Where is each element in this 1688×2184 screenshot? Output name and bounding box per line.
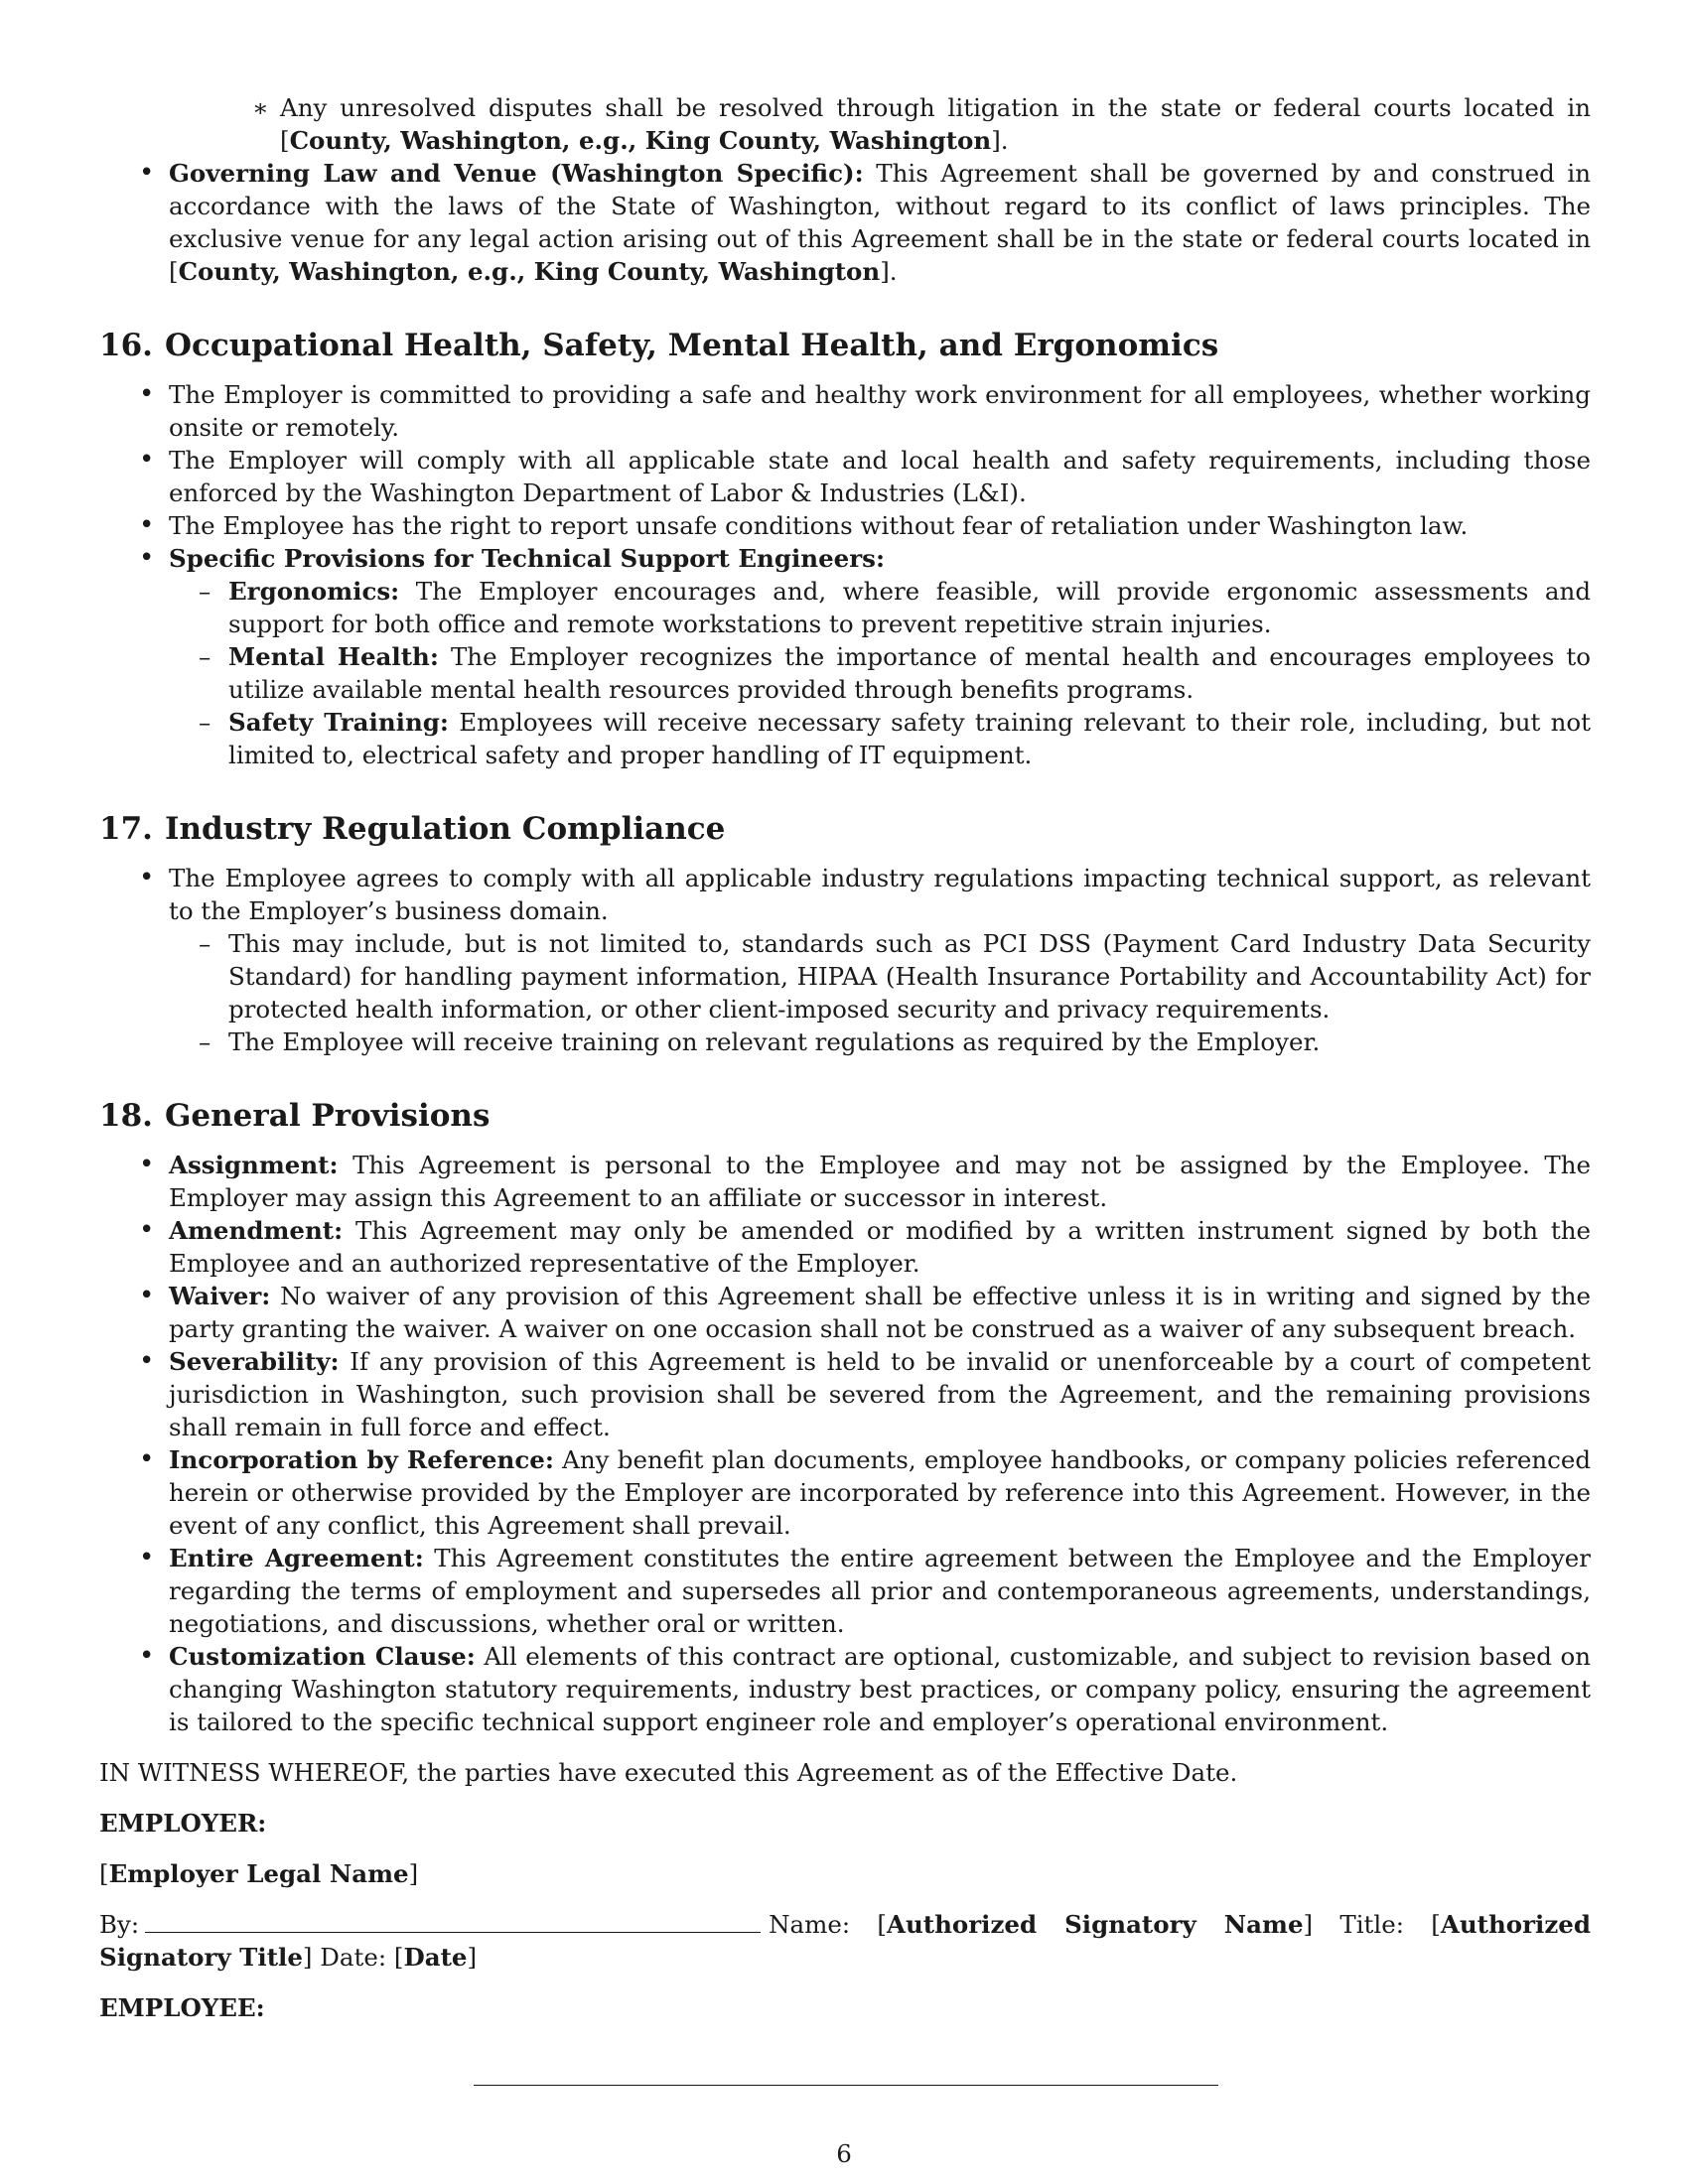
item-label: Customization Clause:	[169, 1642, 476, 1671]
item-text: All elements of this contract are optional, customizable, and subject to revision based on changing Washington statutory requirements, industry best practices, or company policy, ensuring the agreement is tailored to the specific technical support engineer role and employer’s operational environment.	[169, 1642, 1591, 1736]
section-title: Occupational Health, Safety, Mental Health, and Ergonomics	[164, 328, 1219, 363]
section-18-list	[99, 1149, 1591, 1738]
employer-name-line: [Employer Legal Name]	[99, 1859, 419, 1888]
item-label: Assignment:	[169, 1151, 339, 1179]
page-number: 6	[836, 2139, 852, 2168]
list-item	[169, 862, 1591, 1058]
item-label: Entire Agreement:	[169, 1544, 424, 1572]
employer-signature-line[interactable]	[145, 1910, 761, 1933]
item-label: Governing Law and Venue (Washington Specific):	[169, 159, 864, 188]
list-item: ∗ Any unresolved disputes shall be resolved through litigation in the state or federal courts located in [County, Washington, e.g., King County, Washington].	[280, 91, 1591, 157]
item-text: This Agreement shall be governed by and construed in accordance with the laws of the State of Washington, without regard to its conflict of laws principles. The exclusive venue for any legal action arising out of this Agreement shall be in the state or federal courts located in	[169, 159, 1591, 253]
item-text: Employees will receive necessary safety training relevant to their role, including, but not limited to, electrical safety and proper handling of IT equipment.	[228, 708, 1591, 769]
placeholder-county: County, Washington, e.g., King County, Washington	[178, 257, 881, 286]
item-label: Incorporation by Reference:	[169, 1445, 554, 1474]
date-label: Date:	[320, 1943, 387, 1972]
item-text: This Agreement constitutes the entire agreement between the Employee and the Employer regarding the terms of employment and supersedes all prior and contemporaneous agreements, understandings, negotiations, and discussions, whether oral or written.	[169, 1544, 1592, 1638]
punctuation: .	[889, 257, 898, 286]
list-item	[228, 575, 1591, 640]
placeholder-county: County, Washington, e.g., King County, Washington	[289, 126, 992, 155]
employer-name-placeholder: Employer Legal Name	[108, 1859, 409, 1888]
list-item	[228, 640, 1591, 706]
list-item	[228, 706, 1591, 771]
employer-label: EMPLOYER:	[99, 1809, 267, 1838]
item-label: Severability:	[169, 1347, 340, 1376]
governing-list	[99, 157, 1591, 288]
item-label: Waiver:	[169, 1282, 271, 1310]
item-label: Specific Provisions for Technical Support Engineers:	[169, 544, 886, 573]
list-item: • The Employee has the right to report unsafe conditions without fear of retaliation under Washington law.	[169, 509, 1591, 542]
section-number: 18.	[99, 1098, 153, 1134]
section-number: 17.	[99, 811, 153, 847]
list-item	[169, 1280, 1591, 1345]
employer-signature-block: By: Name: [Authorized Signatory Name] Title: [Authorized Signatory Title] Date: [Date]	[99, 1910, 1591, 1972]
list-item	[169, 1640, 1591, 1738]
dispute-sublist	[99, 91, 1591, 157]
employee-signature-line[interactable]	[474, 2085, 1218, 2086]
name-label: Name:	[769, 1910, 851, 1939]
item-label: Ergonomics:	[228, 577, 400, 606]
item-text: The Employer encourages and, where feasible, will provide ergonomic assessments and support for both office and remote workstations to prevent repetitive strain injuries.	[228, 577, 1591, 638]
list-item	[169, 1443, 1591, 1542]
list-item: • The Employer is committed to providing a safe and healthy work environment for all employees, whether working onsite or remotely.	[169, 378, 1591, 444]
list-item	[169, 542, 1591, 771]
section-heading-16	[99, 326, 1591, 365]
by-label: By:	[99, 1910, 140, 1939]
technical-provisions-list	[169, 575, 1591, 771]
title-label: Title:	[1339, 1910, 1404, 1939]
list-item	[169, 1214, 1591, 1280]
signatory-name-placeholder: Authorized Signatory Name	[886, 1910, 1304, 1939]
item-label: Safety Training:	[228, 708, 449, 737]
employee-label: EMPLOYEE:	[99, 1993, 265, 2022]
section-title: Industry Regulation Compliance	[164, 811, 726, 847]
item-text: Any benefit plan documents, employee handbooks, or company policies referenced herein or otherwise provided by the Employer are incorporated by reference into this Agreement. However, in the event of any conflict, this Agreement shall prevail.	[169, 1445, 1591, 1540]
item-text: No waiver of any provision of this Agreement shall be effective unless it is in writing and signed by the party granting the waiver. A waiver on one occasion shall not be construed as a waiver of any subsequent breach.	[169, 1282, 1591, 1343]
date-placeholder: Date	[403, 1943, 468, 1972]
section-heading-18	[99, 1096, 1591, 1136]
item-label: Amendment:	[169, 1216, 344, 1245]
witness-statement: IN WITNESS WHEREOF, the parties have executed this Agreement as of the Effective Date.	[99, 1758, 1238, 1787]
section-title: General Provisions	[164, 1098, 491, 1134]
list-item	[169, 1542, 1591, 1640]
section-16-list	[99, 378, 1591, 771]
regulation-sublist	[169, 927, 1591, 1058]
list-item	[169, 1149, 1591, 1214]
item-text: The Employee agrees to comply with all applicable industry regulations impacting technical support, as relevant to the Employer’s business domain.	[169, 864, 1591, 925]
item-text: Any unresolved disputes shall be resolved through litigation in the state or federal courts located in	[280, 93, 1591, 122]
item-text: If any provision of this Agreement is held to be invalid or unenforceable by a court of competent jurisdiction in Washington, such provision shall be severed from the Agreement, and the remaining provisions shall remain in full force and effect.	[169, 1347, 1591, 1441]
section-17-list	[99, 862, 1591, 1058]
item-text: The Employer recognizes the importance of mental health and encourages employees to utilize available mental health resources provided through benefits programs.	[228, 642, 1591, 704]
list-item: • Governing Law and Venue (Washington Specific): This Agreement shall be governed by and construed in accordance with the laws of the State of Washington, without regard to its conflict of laws principles. The exclusive venue for any legal action arising out of this Agreement shall be in the state or federal courts located in [County, Washington, e.g., King County, Washington].	[169, 157, 1591, 288]
item-label: Mental Health:	[228, 642, 439, 671]
section-heading-17	[99, 809, 1591, 849]
section-number: 16.	[99, 328, 153, 363]
item-text: This Agreement is personal to the Employee and may not be assigned by the Employee. The Employer may assign this Agreement to an affiliate or successor in interest.	[169, 1151, 1591, 1212]
punctuation: .	[1000, 126, 1009, 155]
list-item: • The Employer will comply with all applicable state and local health and safety requirements, including those enforced by the Washington Department of Labor & Industries (L&I).	[169, 444, 1591, 509]
item-text: This Agreement may only be amended or modified by a written instrument signed by both the Employee and an authorized representative of the Employer.	[169, 1216, 1591, 1278]
document-page	[99, 91, 1591, 2024]
list-item: – The Employee will receive training on relevant regulations as required by the Employer.	[228, 1025, 1591, 1058]
list-item: – This may include, but is not limited to, standards such as PCI DSS (Payment Card Industry Data Security Standard) for handling payment information, HIPAA (Health Insurance Portability and Accountability Act) for protected health information, or other client-imposed security and privacy requirements.	[228, 927, 1591, 1025]
list-item	[169, 1345, 1591, 1443]
signatory-title-placeholder: Authorized Signatory Title	[99, 1910, 1591, 1972]
